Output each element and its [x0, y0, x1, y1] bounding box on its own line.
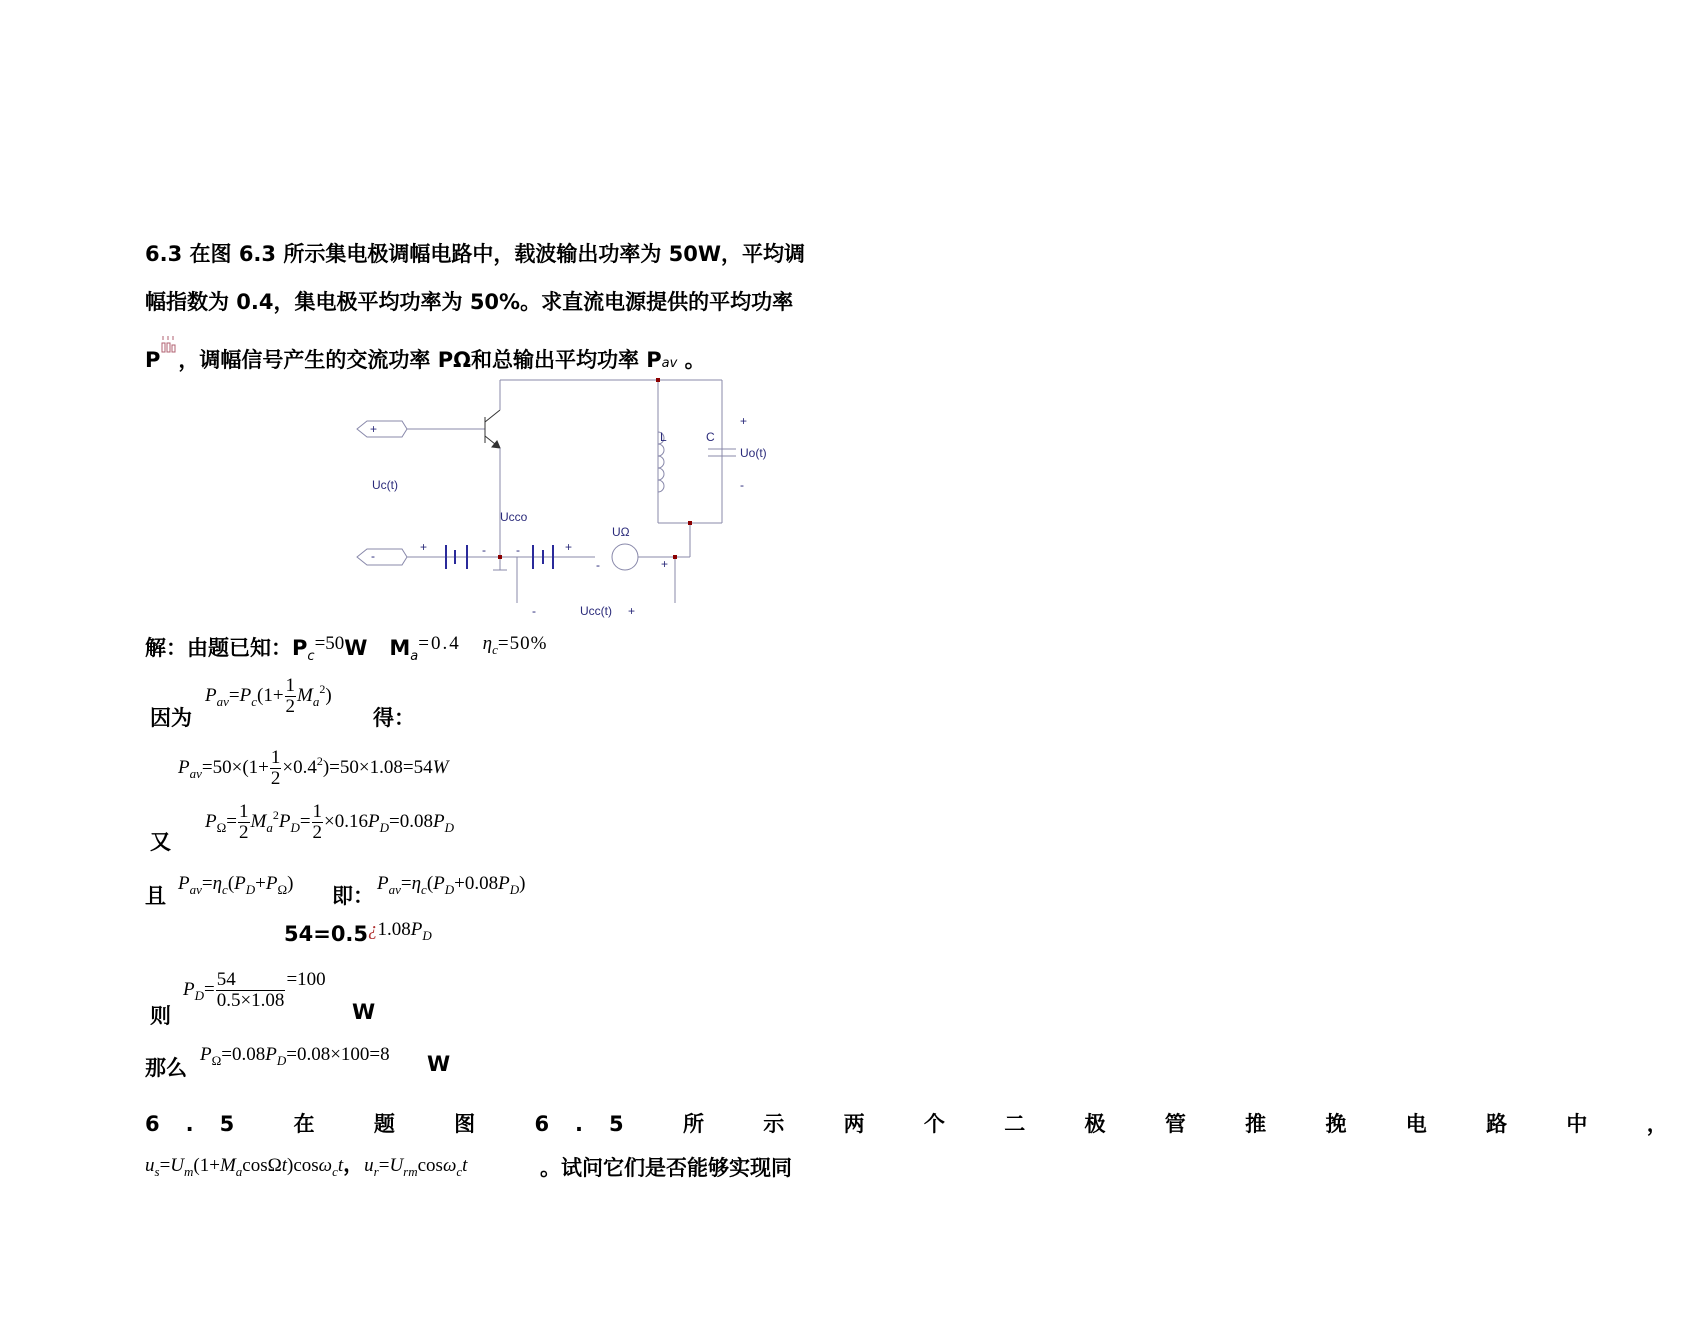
problem-6-5-line-2-end: 。试问它们是否能够实现同 [540, 1156, 792, 1180]
pd-denominator: 0.5×1.08 [216, 990, 285, 1011]
pomega-calc-b: =0.08 [389, 810, 433, 832]
line-3-text: ，调幅信号产生的交流功率 PΩ和总输出平均功率 P [178, 348, 662, 372]
then-label: 则 [150, 1004, 171, 1028]
uomega-minus: - [596, 558, 600, 572]
eq54-left: 54=0.5 [284, 922, 369, 946]
junction-dot [656, 378, 660, 382]
and-label: 且 [145, 884, 166, 908]
junction-dot [688, 521, 692, 525]
p-symbol: P [145, 348, 161, 372]
uo-minus-label: - [740, 478, 744, 492]
garbled-subscript-icon [160, 344, 178, 368]
ma-value: =0.4 [418, 633, 461, 654]
eq54-right: 1.08 [377, 919, 411, 940]
pomega-final: $P_\Omega=0.08P_D=0.08\times 100=8$ [200, 1044, 390, 1068]
battery-1-minus: - [482, 543, 486, 557]
pd-numerator: 54 [216, 970, 286, 991]
given-label: 解：由题已知： [145, 636, 292, 660]
uc-label: Uc(t) [372, 478, 398, 492]
uomega-plus: + [661, 557, 669, 571]
pd-value: =100 [286, 968, 326, 990]
pav-calc-a: =50×(1+ [201, 756, 269, 778]
battery-2-plus: + [565, 540, 573, 554]
capacitor-label: C [706, 430, 715, 444]
pc-unit: W [344, 636, 368, 660]
eta-value: =50% [497, 633, 548, 654]
pomega-formula: $P_\Omega=$ $\frac{1}{2}$ $M_a^2P_D=$ $\frac{1}{2}$ $\times 0.16P_D=0.08P_D$ [205, 801, 454, 843]
pav-formula: $P_{av}=P_c(1+$ $\frac{1}{2}$ $M_a^2$) [205, 675, 332, 717]
av-subscript: av [661, 356, 678, 371]
equation-54: $54=0.5¿1.08P_D$ [284, 919, 432, 946]
uomega-label: UΩ [612, 525, 630, 539]
problem-6-5-line-1: 6.5 在 题 图 6.5 所 示 两 个 二 极 管 推 挽 电 路 中 ， [145, 1112, 1694, 1136]
uo-plus-label: + [740, 414, 748, 428]
because-label: 因为 [150, 706, 192, 730]
ucco-label: Ucco [500, 510, 528, 524]
pd-unit: W [352, 1000, 376, 1024]
so-label: 那么 [145, 1056, 187, 1080]
pav-calc-b: ×0.4 [282, 756, 317, 778]
pomega-unit: W [427, 1052, 451, 1076]
junction-dot [673, 555, 677, 559]
junction-dot [498, 555, 502, 559]
garbled-glyph: ¿ [368, 919, 378, 940]
namely-label: 即： [332, 884, 374, 908]
pc-value: =50 [314, 633, 345, 654]
battery-1-plus: + [420, 540, 428, 554]
problem-6-5-signals: $u_s=U_m(1+M_a\cos\Omega t)\cos\omega_ct$，$u_r=U_{rm}\cos\omega_ct$ [145, 1152, 468, 1179]
collector-am-circuit-diagram [340, 370, 760, 630]
ucc-minus: - [532, 604, 536, 618]
pomega-final-value: =0.08×100=8 [286, 1044, 390, 1065]
pomega-calc-a: ×0.16 [324, 810, 369, 832]
pav-calc-c: )=50×1.08=54 [322, 756, 433, 778]
get-label: 得： [373, 706, 415, 730]
pav-eta-formula: $P_{av}=\eta_c(P_D+P_\Omega)$ [178, 873, 294, 897]
problem-6-3-line-2: 幅指数为 0.4，集电极平均功率为 50%。求直流电源提供的平均功率 [145, 290, 794, 314]
pav-calculation: $P_{av}=50\times(1+$ $\frac{1}{2}$ $\times 0.4^2)=50\times 1.08=54W$ [178, 747, 449, 789]
terminal-minus-label: - [371, 549, 375, 563]
input-terminal-minus [357, 549, 407, 565]
battery-2-minus: - [516, 543, 520, 557]
ucc-plus: + [628, 604, 636, 618]
uo-label: Uo(t) [740, 446, 767, 460]
ucc-label: Ucc(t) [580, 604, 612, 618]
input-terminal-plus [357, 421, 407, 437]
given-line: 解：由题已知：$P_c=50W$ $M_a=0.4$ $\eta_c=50\%$ [145, 633, 548, 664]
inductor-label: L [660, 430, 667, 444]
pav-eta-formula-2: $P_{av}=\eta_c(P_D+0.08P_D)$ [377, 873, 526, 897]
pd-formula: $P_D=$ $\frac{54}{0.5\times 1.08}$ =100 [183, 968, 326, 1011]
problem-6-3-line-1: 6.3 在图 6.3 所示集电极调幅电路中，载波输出功率为 50W，平均调 [145, 242, 806, 266]
line-3-end: 。 [684, 348, 706, 372]
also-label: 又 [150, 830, 171, 854]
terminal-plus-label: + [370, 422, 378, 436]
